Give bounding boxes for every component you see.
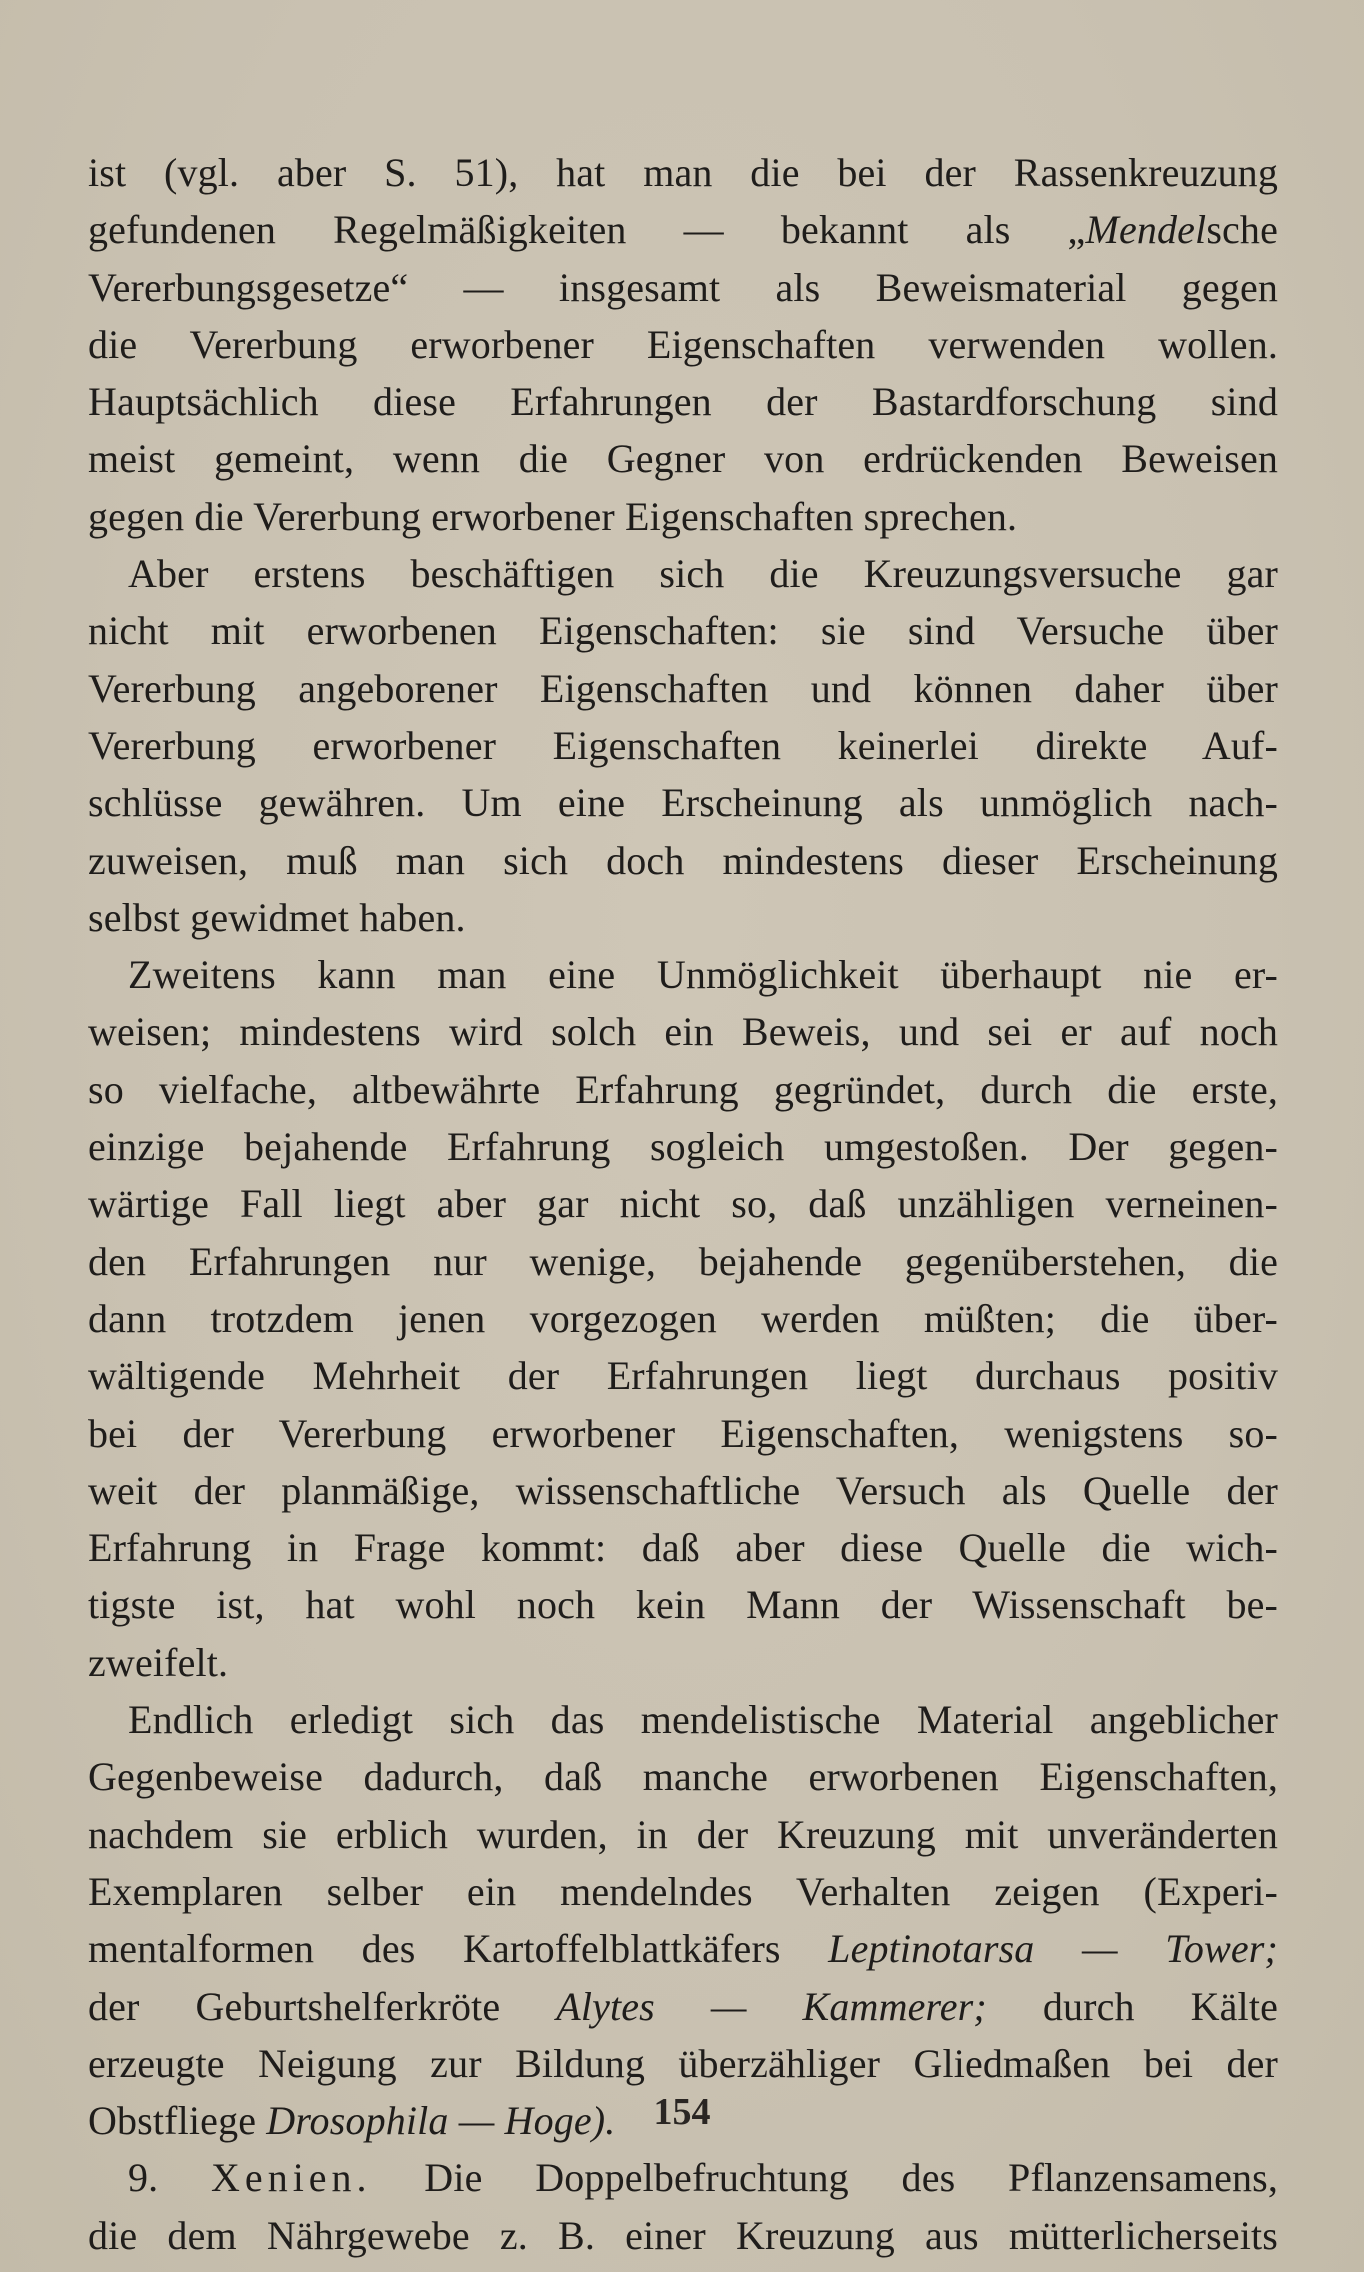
text-line: meist gemeint, wenn die Gegner von erdrückenden Beweisen [88, 436, 1278, 482]
text-line: Vererbung erworbener Eigenschaften keinerlei direkte Auf- [88, 722, 1278, 768]
text-line: Gegenbeweise dadurch, daß manche erworbenen Eigenschaften, [88, 1754, 1278, 1800]
text-line: zweifelt. [88, 1639, 229, 1685]
text-line: Zweitens kann man eine Unmöglichkeit überhaupt nie er- [128, 952, 1278, 998]
text-line: Vererbungsgesetze“ — insgesamt als Beweismaterial gegen [88, 264, 1278, 310]
page-number: 154 [653, 2091, 711, 2133]
text-line: selbst gewidmet haben. [88, 894, 466, 940]
text-line: Hauptsächlich diese Erfahrungen der Bastardforschung sind [88, 379, 1278, 425]
text-line: die dem Nährgewebe z. B. einer Kreuzung aus mütterlicherseits [88, 2212, 1278, 2258]
text-line: nicht mit erworbenen Eigenschaften: sie sind Versuche über [88, 608, 1278, 654]
spaced-heading: Xenien. [211, 2155, 372, 2201]
text-line: weisen; mindestens wird solch ein Beweis, und sei er auf noch [88, 1009, 1278, 1055]
text-line: Obstfliege Drosophila — Hoge). [88, 2098, 616, 2144]
italic-name: Drosophila — Hoge). [266, 2098, 616, 2144]
text-line: tigste ist, hat wohl noch kein Mann der Wissenschaft be- [88, 1582, 1278, 1628]
text-line: zuweisen, muß man sich doch mindestens dieser Erscheinung [88, 837, 1278, 883]
text-line: erzeugte Neigung zur Bildung überzähliger Gliedmaßen bei der [88, 2040, 1278, 2086]
text-line: 9. Xenien. Die Doppelbefruchtung des Pflanzensamens, [128, 2155, 1278, 2201]
text-line: dann trotzdem jenen vorgezogen werden müßten; die über- [88, 1295, 1278, 1341]
italic-name: Alytes — Kammerer; [556, 1983, 987, 2029]
text-line: bei der Vererbung erworbener Eigenschaften, wenigstens so- [88, 1410, 1278, 1456]
text-line: Aber erstens beschäftigen sich die Kreuzungsversuche gar [128, 551, 1278, 597]
text-line: Exemplaren selber ein mendelndes Verhalten zeigen (Experi- [88, 1868, 1278, 1914]
text-line: weit der planmäßige, wissenschaftliche Versuch als Quelle der [88, 1467, 1278, 1513]
text-line: Vererbung angeborener Eigenschaften und können daher über [88, 665, 1278, 711]
italic-name: Mendel [1085, 207, 1207, 253]
text-line: einzige bejahende Erfahrung sogleich umgestoßen. Der gegen- [88, 1124, 1278, 1170]
text-line: die Vererbung erworbener Eigenschaften verwenden wollen. [88, 321, 1278, 367]
text-line: Endlich erledigt sich das mendelistische Material angeblicher [128, 1697, 1278, 1743]
text-line: mentalformen des Kartoffelblattkäfers Leptinotarsa — Tower; [88, 1926, 1278, 1972]
italic-name: Leptinotarsa — Tower; [828, 1926, 1278, 1972]
text-line: wärtige Fall liegt aber gar nicht so, daß unzähligen verneinen- [88, 1181, 1278, 1227]
text-line: schlüsse gewähren. Um eine Erscheinung als unmöglich nach- [88, 780, 1278, 826]
text-line: so vielfache, altbewährte Erfahrung gegründet, durch die erste, [88, 1066, 1278, 1112]
text-line: Erfahrung in Frage kommt: daß aber diese Quelle die wich- [88, 1525, 1278, 1571]
text-line: den Erfahrungen nur wenige, bejahende gegenüberstehen, die [88, 1238, 1278, 1284]
text-line: gefundenen Regelmäßigkeiten — bekannt als „Mendelsche [88, 207, 1278, 253]
body-text [88, 144, 1278, 2264]
text-line: nachdem sie erblich wurden, in der Kreuzung mit unveränderten [88, 1811, 1278, 1857]
text-line: ist (vgl. aber S. 51), hat man die bei der Rassenkreuzung [88, 150, 1278, 195]
text-line: wältigende Mehrheit der Erfahrungen liegt durchaus positiv [88, 1353, 1278, 1399]
text-line: der Geburtshelferkröte Alytes — Kammerer; durch Kälte [88, 1983, 1278, 2029]
text-line: gegen die Vererbung erworbener Eigenschaften sprechen. [88, 493, 1018, 539]
